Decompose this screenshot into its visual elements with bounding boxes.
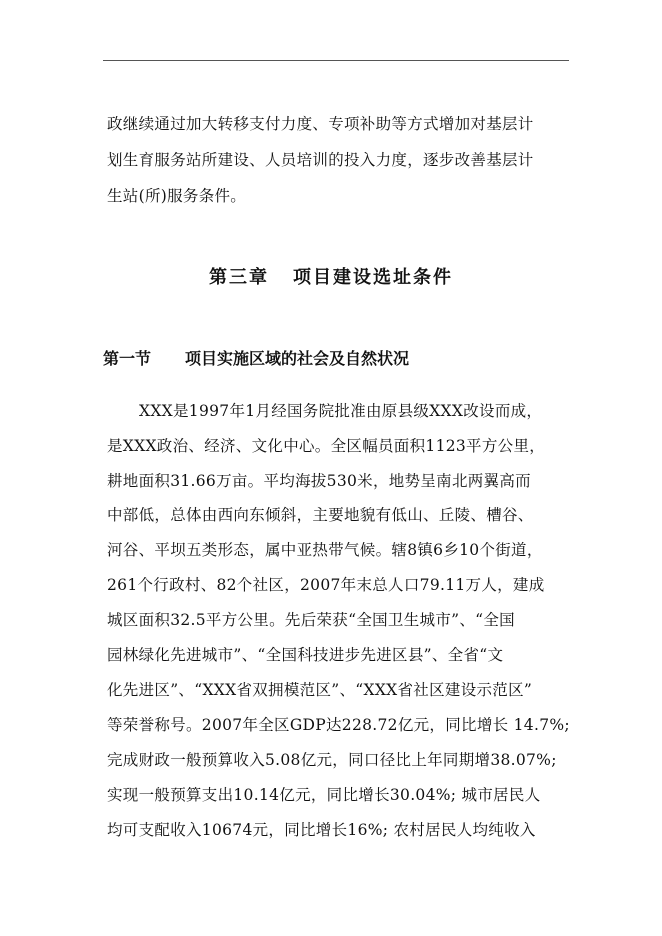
intro-line-1: 政继续通过加大转移支付力度、专项补助等方式增加对基层计 xyxy=(107,115,534,133)
body-line-11: 完成财政一般预算收入5.08亿元，同口径比上年同期增38.07%; xyxy=(107,751,557,769)
chapter-number: 第三章 xyxy=(209,267,269,288)
body-line-8: 园林绿化先进城市”、“全国科技进步先进区县”、全省“文 xyxy=(107,646,504,664)
intro-line-2: 划生育服务站所建设、人员培训的投入力度，逐步改善基层计 xyxy=(107,151,534,169)
chapter-title: 项目建设选址条件 xyxy=(293,267,453,288)
body-line-2: 是XXX政治、经济、文化中心。全区幅员面积1123平方公里， xyxy=(107,437,546,455)
body-line-4: 中部低，总体由西向东倾斜，主要地貌有低山、丘陵、槽谷、 xyxy=(107,506,534,524)
header-rule xyxy=(103,60,569,61)
body-line-6: 261个行政村、82个社区，2007年末总人口79.11万人，建成 xyxy=(107,576,545,594)
body-line-5: 河谷、平坝五类形态，属中亚热带气候。辖8镇6乡10个街道， xyxy=(107,541,543,559)
body-line-9: 化先进区”、“XXX省双拥模范区”、“XXX省社区建设示范区” xyxy=(107,681,533,699)
body-line-7: 城区面积32.5平方公里。先后荣获“全国卫生城市”、“全国 xyxy=(107,611,515,629)
body-line-1: XXX是1997年1月经国务院批准由原县级XXX改设而成， xyxy=(139,402,543,420)
section-title: 项目实施区域的社会及自然状况 xyxy=(185,349,410,368)
section-heading xyxy=(103,348,409,370)
chapter-heading xyxy=(0,266,662,290)
body-line-13: 均可支配收入10674元，同比增长16%; 农村居民人均纯收入 xyxy=(107,821,536,839)
body-line-10: 等荣誉称号。2007年全区GDP达228.72亿元，同比增长 14.7%; xyxy=(107,716,570,734)
section-number: 第一节 xyxy=(103,349,152,368)
body-line-12: 实现一般预算支出10.14亿元，同比增长30.04%; 城市居民人 xyxy=(107,786,541,804)
body-line-3: 耕地面积31.66万亩。平均海拔530米，地势呈南北两翼高而 xyxy=(107,472,531,490)
intro-line-3: 生站(所)服务条件。 xyxy=(107,187,247,205)
